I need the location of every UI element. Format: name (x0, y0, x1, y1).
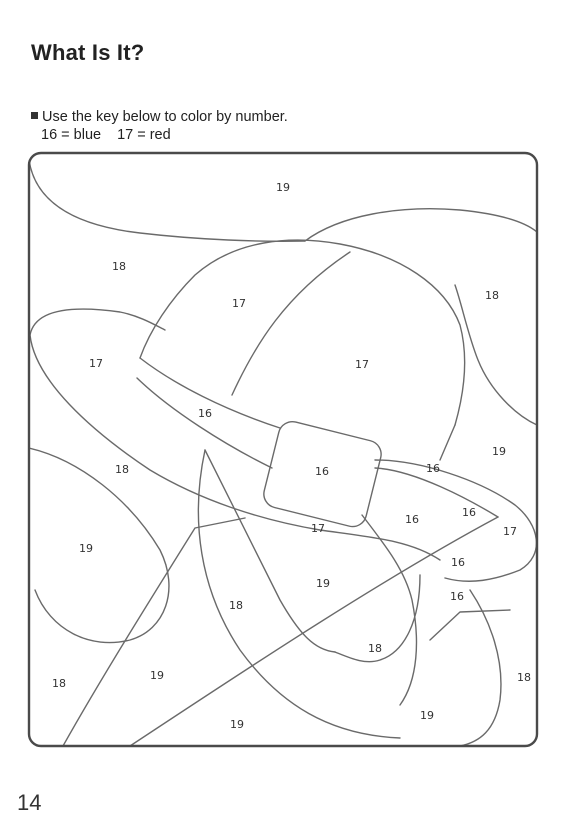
region-label: 19 (316, 577, 330, 590)
region-label: 16 (405, 513, 419, 526)
region-label: 17 (503, 525, 517, 538)
region-label: 18 (52, 677, 66, 690)
region-label: 17 (311, 522, 325, 535)
page-number: 14 (17, 790, 42, 815)
region-label: 17 (232, 297, 246, 310)
instruction-label: Use the key below to color by number. (42, 109, 288, 125)
key-item-red: 17 = red (117, 127, 171, 143)
region-label: 16 (198, 407, 212, 420)
region-label: 18 (485, 289, 499, 302)
region-label: 19 (492, 445, 506, 458)
region-label: 18 (517, 671, 531, 684)
region-label: 19 (276, 181, 290, 194)
region-label: 19 (230, 718, 244, 731)
key-item-blue: 16 = blue (41, 127, 102, 143)
region-label: 18 (368, 642, 382, 655)
region-label: 19 (420, 709, 434, 722)
page-title: What Is It? (31, 40, 145, 65)
region-label: 18 (115, 463, 129, 476)
region-label: 16 (426, 462, 440, 475)
region-label: 17 (89, 357, 103, 370)
region-label: 17 (355, 358, 369, 371)
region-label: 16 (450, 590, 464, 603)
region-label: 19 (79, 542, 93, 555)
region-label: 16 (451, 556, 465, 569)
picture-frame (29, 153, 537, 746)
region-label: 18 (229, 599, 243, 612)
region-label: 19 (150, 669, 164, 682)
region-label: 18 (112, 260, 126, 273)
region-label: 16 (462, 506, 476, 519)
region-labels (52, 181, 531, 731)
picture-outlines (29, 160, 537, 746)
region-label: 16 (315, 465, 329, 478)
